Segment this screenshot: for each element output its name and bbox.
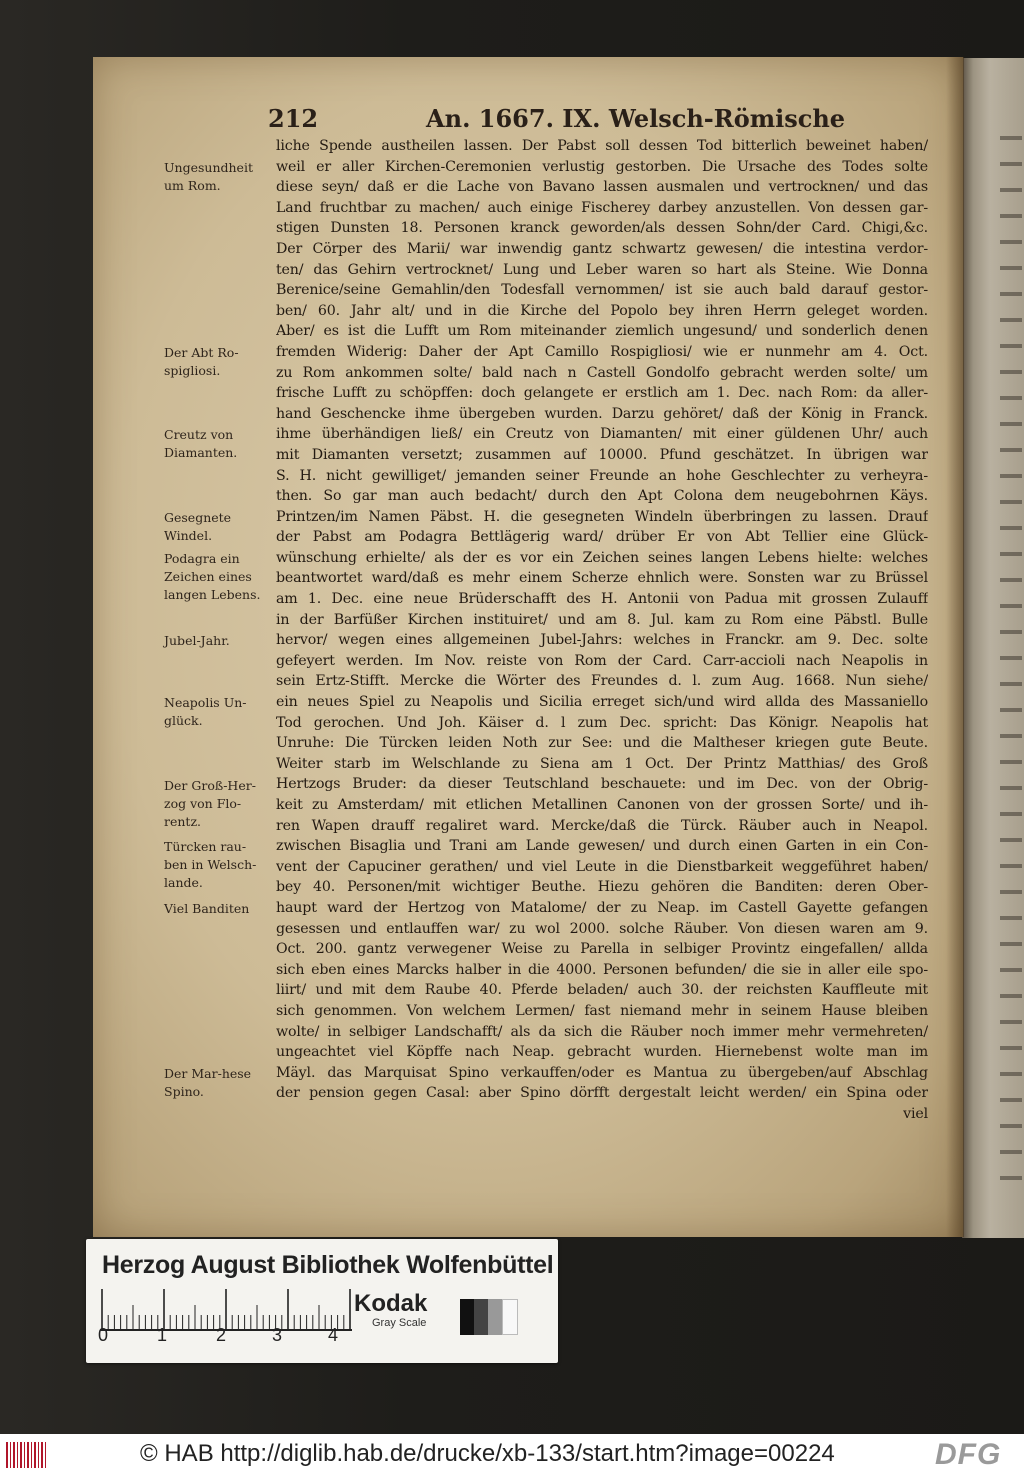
- text-line: ihme überhändigen ließ/ ein Creutz von Diamanten/ mit einer güldenen Uhr/ auch: [276, 426, 928, 443]
- text-line: fremden Widerig: Daher der Apt Camillo Rospigliosi/ wie er nunmehr am 4. Oct.: [276, 343, 928, 360]
- gray-scale-swatches: [460, 1299, 518, 1335]
- text-line: Der Cörper des Marii/ war inwendig gantz schwartz gewesen/ die intestina verdor-: [276, 240, 928, 257]
- margin-note: Jubel-Jahr.: [164, 633, 230, 649]
- text-line: ungeachtet viel Köpffe nach Neap. gebracht wurden. Hiernebenst wolte man im: [276, 1044, 928, 1061]
- text-line: Tod gerochen. Und Joh. Käiser d. l zum Dec. spricht: Das Königr. Neapolis hat: [276, 714, 928, 731]
- text-line: Hertzogs Bruder: da dieser Teutschland beschauete: und im Dec. von der Obrig-: [276, 776, 928, 793]
- ruler-number: 3: [272, 1325, 283, 1345]
- barcode-icon: [6, 1442, 48, 1468]
- margin-note: Türcken rau- ben in Welsch- lande.: [164, 839, 257, 891]
- margin-note: Der Mar-hese Spino.: [164, 1066, 252, 1099]
- swatch-white: [502, 1299, 518, 1335]
- text-line: stigen Dunsten 18. Personen kranck geworden/als dessen Sohn/der Card. Chigi,&c.: [276, 220, 928, 237]
- text-line: zwischen Bisaglia und Trani am Lande gewesen/ und durch einen Garten in ein Con-: [276, 838, 928, 855]
- margin-note: Gesegnete Windel.: [164, 509, 232, 543]
- body-text: [276, 136, 928, 1125]
- text-line: S. H. nicht gewilliget/ jemanden seiner Freunde an hohe Geschlechter zu verheyra-: [276, 467, 928, 484]
- text-line: ren Wapen drauff regaliret ward. Mercke/daß die Türck. Räuber auch in Neapol.: [276, 817, 928, 834]
- text-line: diese seyn/ daß er die Lache von Bavano lassen ausmalen und vertrocknen/ und das: [276, 179, 928, 196]
- running-head: [268, 104, 928, 138]
- text-line: gefeyert werden. Im Nov. reiste von Rom der Card. Carr-accioli nach Neapolis in: [276, 652, 928, 669]
- text-line: then. So gar man auch bedacht/ durch den Apt Colona dem neugebohrnen Käys.: [276, 488, 928, 505]
- ruler-number: 2: [216, 1325, 227, 1345]
- catchword: viel: [903, 1105, 928, 1122]
- text-line: beantwortet ward/daß es mehr einem Scherze ehnlich were. Sonsten war zu Brüssel: [276, 570, 928, 587]
- text-line: der pension gegen Casal: aber Spino dörfft dergestalt leicht werden/ ein Spina oder: [276, 1085, 928, 1102]
- text-line: Land fruchtbar zu machen/ auch einige Fischerey darbey anzustellen. Von dessen gar-: [276, 199, 928, 216]
- ruler-number: 0: [98, 1325, 109, 1345]
- page-gutter-shadow: [946, 57, 964, 1237]
- library-label-title: Herzog August Bibliothek Wolfenbüttel: [102, 1251, 554, 1279]
- text-line: haupt ward der Hertzog von Matalome/ der zu Neap. im Castell Gayette gefangen: [276, 899, 928, 916]
- text-line: frische Lufft zu schöpffen: doch gelangete er erstlich am 1. Dec. nach Rom: da aller-: [276, 385, 928, 402]
- margin-note: Neapolis Un- glück.: [164, 695, 247, 729]
- text-line: Oct. 200. gantz verwegener Weise zu Parella in selbiger Provintz eingefallen/ allda: [276, 941, 928, 958]
- margin-note: Creutz von Diamanten.: [164, 427, 238, 461]
- text-line: Mäyl. das Marquisat Spino verkauffen/oder es Mantua zu übergeben/auf Abschlag: [276, 1064, 928, 1081]
- text-line: keit zu Amsterdam/ mit etlichen Metallinen Canonen von der grossen Sorte/ und ih-: [276, 797, 928, 813]
- text-line: liirt/ und mit dem Raube 40. Pferde beladen/ auch 30. der reichsten Kauffleute mit: [276, 982, 928, 999]
- text-line: mit Diamanten versetzt; zusammen auf 10000. Pfund geschätzet. In übrigen war: [276, 446, 928, 463]
- text-line: der Pabst am Podagra Bettlägerig ward/ drüber Er von Abt Tellier eine Glück-: [276, 529, 928, 546]
- ruler-number: 4: [328, 1325, 339, 1345]
- text-line: hand Geschencke ihme übergeben wurden. Darzu gehöret/ daß der König in Franck.: [276, 405, 928, 422]
- swatch-mid-gray: [488, 1299, 502, 1335]
- ruler-number: 1: [157, 1325, 168, 1345]
- text-line: vent der Capuciner gerathen/ und viel Leute in die Dienstbarkeit weggeführet haben/: [276, 858, 928, 875]
- margin-note: Viel Banditen: [164, 901, 250, 917]
- text-line: Aber/ es ist die Lufft um Rom miteinander ziemlich ungesund/ und sonderlich denen: [276, 323, 928, 340]
- margin-note: Der Abt Ro- spigliosi.: [164, 345, 239, 378]
- kodak-logo: Kodak: [354, 1290, 428, 1317]
- text-line: in der Barfüßer Kirchen instituiret/ und am 8. Jul. kam zu Rom eine Päbstl. Bulle: [276, 611, 928, 628]
- text-line: wünschung erhielte/ als der es vor ein Zeichen seines langen Lebens hielte: welches: [276, 549, 928, 566]
- text-line: sich eben eines Marcks halber in die 4000. Personen befunden/ die sie in aller eile spo-: [276, 961, 928, 978]
- margin-note: Der Groß-Her- zog von Flo- rentz.: [164, 777, 256, 829]
- margin-note: Podagra ein Zeichen eines langen Lebens.: [164, 551, 261, 602]
- margin-note: Ungesundheit um Rom.: [164, 159, 253, 193]
- text-line: ben/ 60. Jahr alt/ und in die Kirche del Popolo bey ihren Herrn geleget worden.: [276, 302, 928, 319]
- source-link[interactable]: © HAB http://diglib.hab.de/drucke/xb-133/start.htm?image=00224: [140, 1440, 835, 1467]
- text-line: Unruhe: Die Türcken leiden Noth zur See: und die Maltheser kriegen gute Beute.: [276, 735, 928, 752]
- text-line: Printzen/im Namen Päbst. H. die gesegneten Windeln überbringen zu lassen. Drauf: [276, 508, 928, 525]
- gray-scale-caption: Gray Scale: [372, 1317, 427, 1329]
- text-line: weil er aller Kirchen-Ceremonien verlustig gestorben. Die Ursache des Todes solte: [276, 158, 928, 175]
- text-line: bey 40. Personen/mit wichtiger Beuthe. Hiezu gehören die Banditen: deren Ober-: [276, 879, 928, 896]
- text-line: am 1. Dec. eine neue Brüderschafft des H. Antonii von Padua mit grossen Zulauff: [276, 591, 928, 608]
- page-number: 212: [268, 104, 319, 133]
- text-line: gesessen und entlauffen war/ zu wol 2000. solche Räuber. Von diesen waren am 9.: [276, 920, 928, 937]
- text-line: liche Spende austheilen lassen. Der Pabst soll dessen Tod bitterlich beweinet haben/: [276, 138, 928, 154]
- swatch-dark-gray: [474, 1299, 488, 1335]
- text-line: sein Ertz-Stifft. Mercke die Wörter des Freundes d. l. zum Aug. 1668. Nun siehe/: [276, 673, 928, 690]
- text-line: hervor/ wegen eines allgemeinen Jubel-Jahrs: welches in Franckr. am 9. Dec. solte: [276, 632, 928, 649]
- text-line: ten/ das Gehirn vertrocknet/ Lung und Leber waren so hart als Steine. Wie Donna: [276, 261, 928, 278]
- dfg-logo: DFG: [935, 1438, 1002, 1471]
- swatch-black: [460, 1299, 474, 1335]
- text-line: zu Rom ankommen solte/ bald nach n Castell Gondolfo gebracht werden solte/ um: [276, 364, 928, 381]
- text-line: sich genommen. Von welchem Lermen/ fast niemand mehr in seinem Hause bleiben: [276, 1002, 928, 1019]
- footer-bar: [0, 1434, 1024, 1475]
- text-line: ein neues Spiel zu Neapolis und Sicilia erreget sich/und wird allda des Massaniello: [276, 694, 928, 711]
- running-head-title: An. 1667. IX. Welsch-Römische: [426, 104, 846, 133]
- text-line: wolte/ in selbiger Landschafft/ als da sich die Räuber noch immer mehr vermehreten/: [276, 1023, 928, 1040]
- text-line: Berenice/seine Gemahlin/den Todesfall vernommen/ ist sie auch bald darauf gestor-: [276, 282, 928, 299]
- adjacent-page-text: [1000, 120, 1022, 1200]
- ruler-ticks: [100, 1289, 352, 1329]
- text-line: Weiter starb im Welschlande zu Siena am 1 Oct. Der Printz Matthias/ des Groß: [276, 755, 928, 772]
